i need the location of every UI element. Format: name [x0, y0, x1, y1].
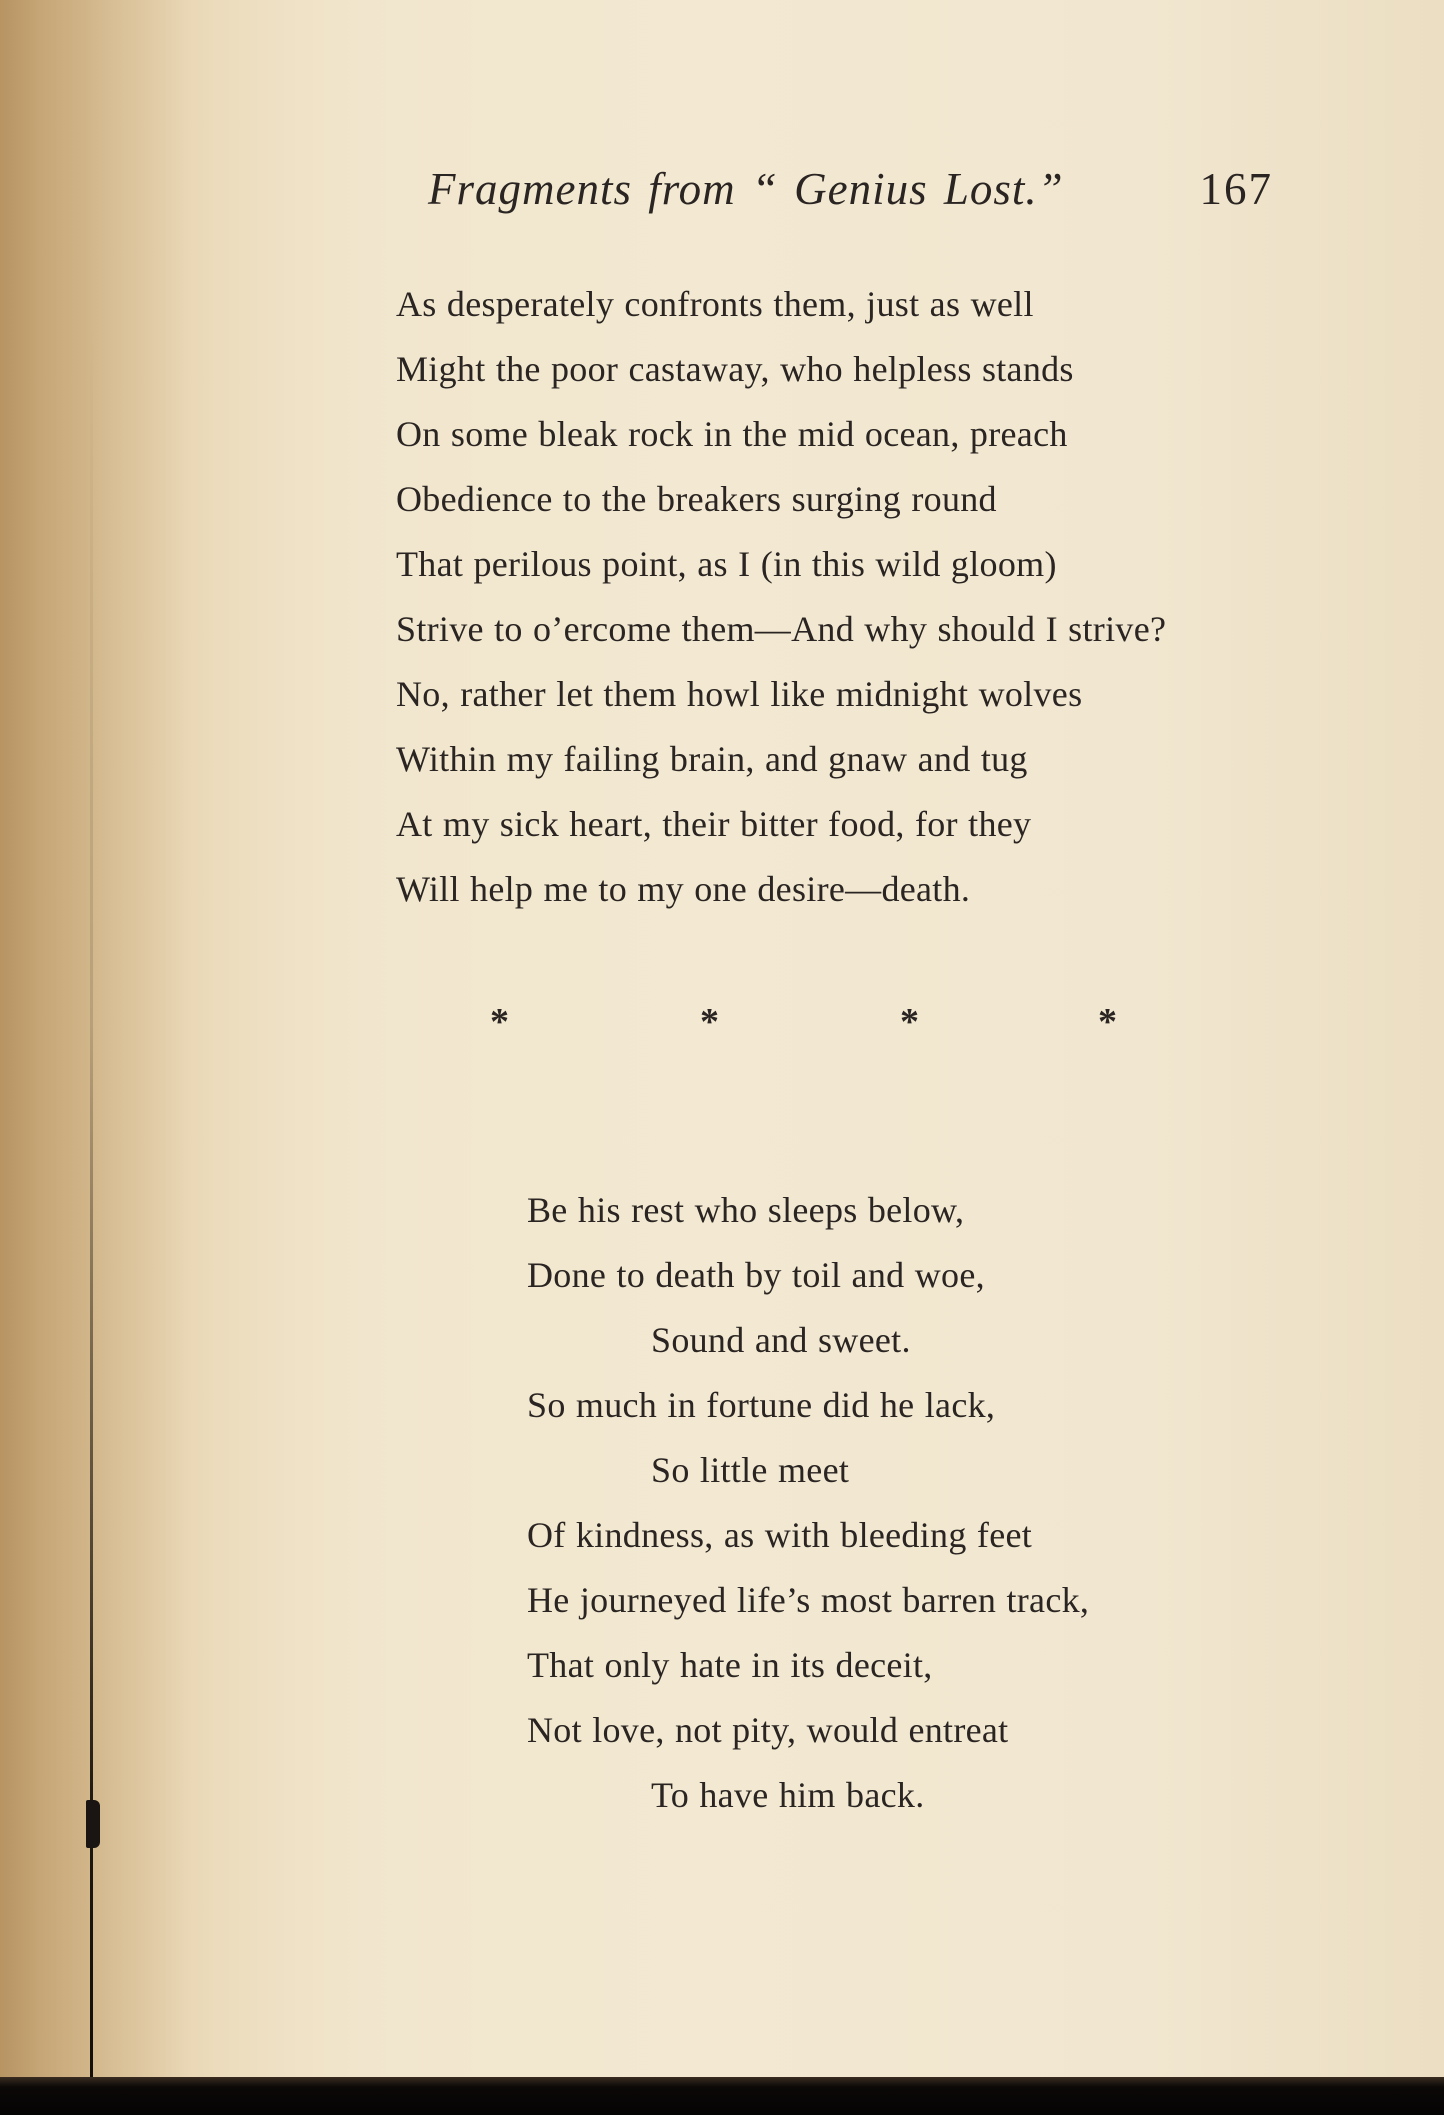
verse-line: He journeyed life’s most barren track, — [527, 1580, 1090, 1620]
verse-line: As desperately confronts them, just as well — [396, 284, 1034, 324]
running-header — [428, 163, 1273, 223]
verse-line: Of kindness, as with bleeding feet — [527, 1515, 1033, 1555]
verse-line: Will help me to my one desire—death. — [396, 869, 971, 909]
running-title: Fragments from “ Genius Lost.” — [428, 164, 1064, 214]
verse-line-indented: To have him back. — [651, 1775, 925, 1815]
gutter-shadow — [0, 0, 190, 2115]
asterisk: * — [490, 1001, 509, 1043]
verse-line: On some bleak rock in the mid ocean, preach — [396, 414, 1068, 454]
verse-line-indented: Sound and sweet. — [651, 1320, 911, 1360]
asterisk: * — [1098, 1001, 1117, 1043]
verse-line: That perilous point, as I (in this wild gloom) — [396, 544, 1057, 584]
poem-stanza-2 — [527, 1178, 1089, 1828]
asterisk: * — [900, 1001, 919, 1043]
asterisk: * — [700, 1001, 719, 1043]
verse-line: No, rather let them howl like midnight wolves — [396, 674, 1083, 714]
page-number: 167 — [1199, 164, 1273, 214]
verse-line-indented: So little meet — [651, 1450, 850, 1490]
verse-line: Within my failing brain, and gnaw and tug — [396, 739, 1028, 779]
bookmark-tab — [86, 1800, 100, 1848]
verse-line: Might the poor castaway, who helpless stands — [396, 349, 1074, 389]
verse-line: Done to death by toil and woe, — [527, 1255, 985, 1295]
verse-line: Not love, not pity, would entreat — [527, 1710, 1009, 1750]
page-bottom-edge — [0, 2077, 1444, 2115]
verse-line: So much in fortune did he lack, — [527, 1385, 996, 1425]
verse-line: Be his rest who sleeps below, — [527, 1190, 965, 1230]
verse-line: At my sick heart, their bitter food, for they — [396, 804, 1032, 844]
poem-stanza-1 — [396, 272, 1166, 922]
section-separator — [470, 1000, 1150, 1050]
verse-line: Obedience to the breakers surging round — [396, 479, 997, 519]
verse-line: That only hate in its deceit, — [527, 1645, 933, 1685]
verse-line: Strive to o’ercome them—And why should I strive? — [396, 609, 1167, 649]
